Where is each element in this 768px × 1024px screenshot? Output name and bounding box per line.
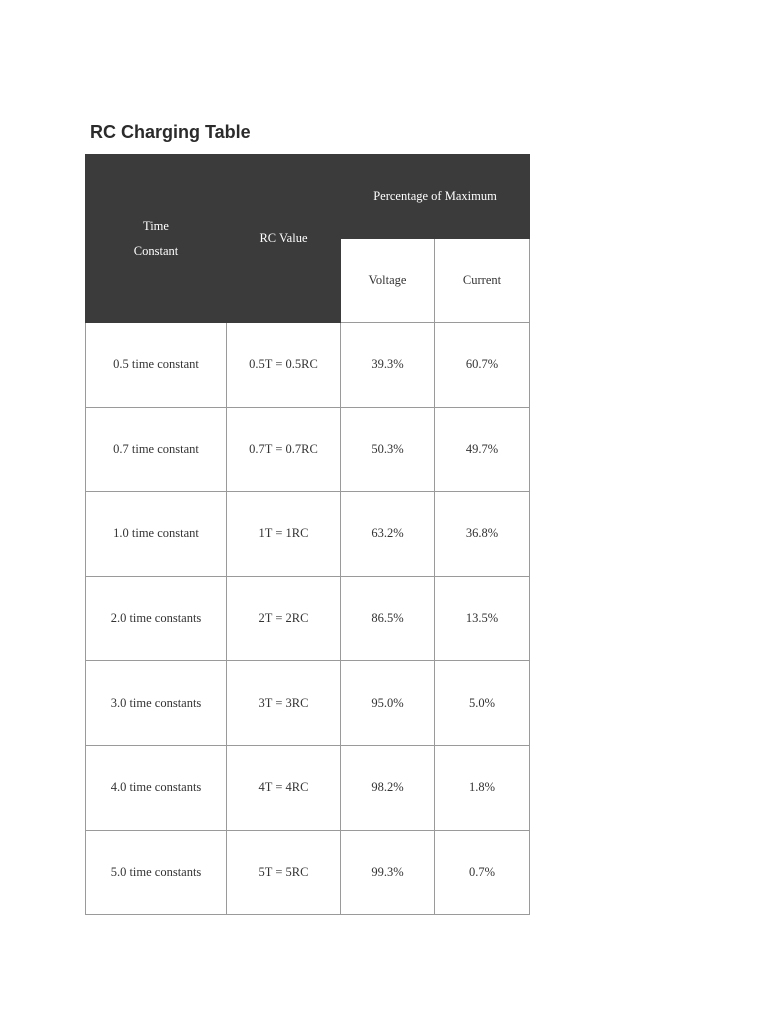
- cell-current: 36.8%: [435, 492, 530, 577]
- table-row: [86, 492, 530, 577]
- header-row-top: [86, 155, 530, 239]
- cell-current: 60.7%: [435, 323, 530, 408]
- page-title: RC Charging Table: [90, 122, 251, 142]
- cell-rc-value: 3T = 3RC: [227, 661, 341, 746]
- cell-voltage: 99.3%: [341, 830, 435, 915]
- cell-rc-value: 4T = 4RC: [227, 745, 341, 830]
- cell-rc-value: 2T = 2RC: [227, 576, 341, 661]
- cell-voltage: 86.5%: [341, 576, 435, 661]
- table-row: [86, 745, 530, 830]
- table-row: [86, 576, 530, 661]
- cell-voltage: 39.3%: [341, 323, 435, 408]
- table-row: [86, 407, 530, 492]
- cell-current: 49.7%: [435, 407, 530, 492]
- cell-rc-value: 0.5T = 0.5RC: [227, 323, 341, 408]
- cell-voltage: 50.3%: [341, 407, 435, 492]
- header-time-constant-line1: Time: [143, 218, 169, 233]
- cell-current: 13.5%: [435, 576, 530, 661]
- header-percentage-of-maximum: Percentage of Maximum: [341, 155, 530, 239]
- rc-charging-table: [85, 154, 530, 915]
- cell-time-constant: 2.0 time constants: [86, 576, 227, 661]
- header-current: Current: [435, 239, 530, 323]
- cell-time-constant: 3.0 time constants: [86, 661, 227, 746]
- cell-time-constant: 4.0 time constants: [86, 745, 227, 830]
- cell-current: 5.0%: [435, 661, 530, 746]
- table-body: [86, 323, 530, 915]
- header-rc-value: RC Value: [227, 155, 341, 323]
- cell-current: 0.7%: [435, 830, 530, 915]
- cell-voltage: 63.2%: [341, 492, 435, 577]
- header-voltage: Voltage: [341, 239, 435, 323]
- cell-voltage: 95.0%: [341, 661, 435, 746]
- cell-current: 1.8%: [435, 745, 530, 830]
- cell-rc-value: 1T = 1RC: [227, 492, 341, 577]
- cell-voltage: 98.2%: [341, 745, 435, 830]
- header-time-constant-line2: Constant: [133, 243, 179, 258]
- cell-time-constant: 1.0 time constant: [86, 492, 227, 577]
- cell-rc-value: 0.7T = 0.7RC: [227, 407, 341, 492]
- cell-time-constant: 0.5 time constant: [86, 323, 227, 408]
- cell-time-constant: 5.0 time constants: [86, 830, 227, 915]
- table-header: [86, 155, 530, 323]
- cell-rc-value: 5T = 5RC: [227, 830, 341, 915]
- header-time-constant: [86, 155, 227, 323]
- table-row: [86, 830, 530, 915]
- cell-time-constant: 0.7 time constant: [86, 407, 227, 492]
- table-row: [86, 323, 530, 408]
- table-row: [86, 661, 530, 746]
